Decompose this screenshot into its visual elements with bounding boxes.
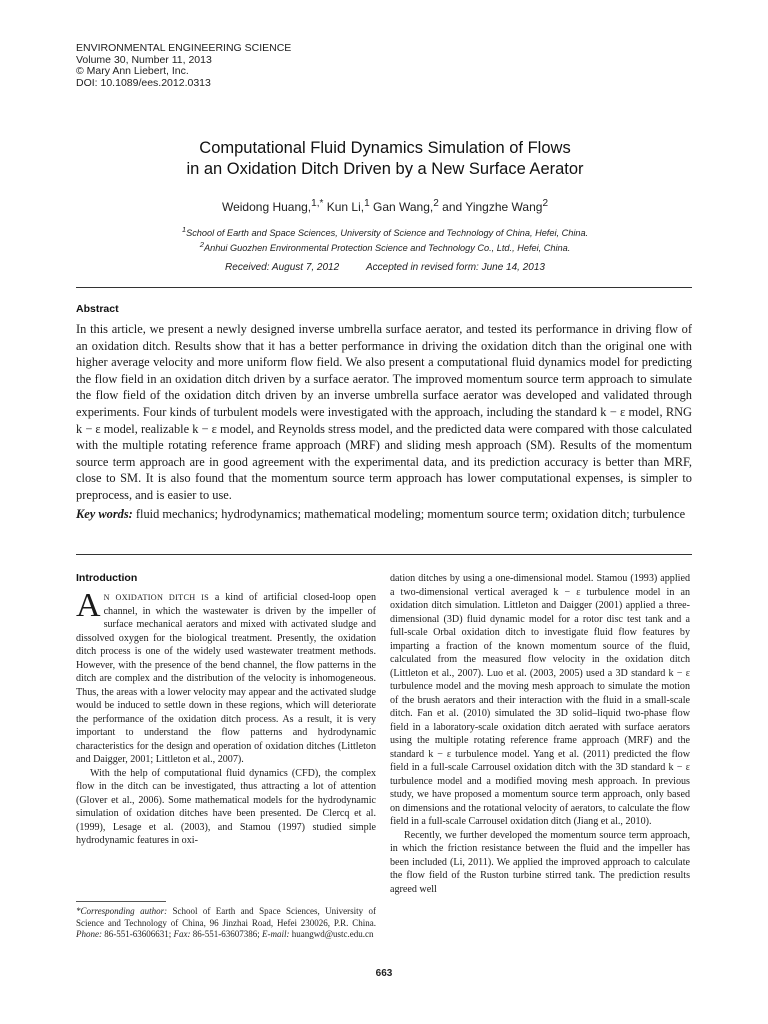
abstract-heading: Abstract xyxy=(76,303,119,315)
received-date: Received: August 7, 2012 xyxy=(225,262,340,273)
journal-doi: DOI: 10.1089/ees.2012.0313 xyxy=(76,76,211,89)
left-column xyxy=(76,591,376,881)
journal-volume: Volume 30, Number 11, 2013 xyxy=(76,53,212,66)
intro-paragraph-4: Recently, we further developed the momentum source term approach, in which the friction resistance between the fluid and the impeller has been included (Li, 2011). We applied the improved approach to calculate the flow field of the Ruston turbine stirred tank. The prediction results agreed well xyxy=(390,829,690,895)
author-1: Weidong Huang,$^{1,*}$ xyxy=(221,198,324,214)
right-column xyxy=(390,572,690,952)
page-number: 663 xyxy=(375,968,393,979)
journal-name: ENVIRONMENTAL ENGINEERING SCIENCE xyxy=(76,42,292,54)
author-4: and Yingzhe Wang$^2$ xyxy=(438,198,549,214)
journal-header xyxy=(76,43,291,89)
author-3: Gan Wang,$^2$ xyxy=(369,198,439,214)
accepted-date: Accepted in revised form: June 14, 2013 xyxy=(365,262,545,273)
journal-copyright: © Mary Ann Liebert, Inc. xyxy=(76,65,189,77)
abstract-bottom-rule xyxy=(76,554,692,555)
intro-paragraph-3: dation ditches by using a one-dimensional model. Stamou (1993) applied a two-dimensional vertical averaged k − ε turbulence model in an oxidation ditch simulation. Littleton and Daigger (2001) applied a three-dimensional (3D) fluid dynamic model for a rotor disc test tank and a full-scale Orbal oxidation ditch to investigate fluid flow features by imparting a fraction of the known momentum source of the fluid, calculated from the measured flow velocity in the oxidation ditch (Littleton et al., 2007). Luo et al. (2003, 2005) used a 3D standard k − ε turbulence model and the moving mesh approach to simulate the motion of the brush aerators and their interaction with the fluid in a small-scale ditch. Fan et al. (2010) simulated the 3D solid–liquid two-phase flow field in a laboratory-scale oxidation ditch aerated with surface aerators using the multiple rotating reference frame approach (MRF) and the standard k − ε turbulence model. Yang et al. (2011) predicted the flow field in a full-scale Carrousel oxidation ditch with the 3D standard k − ε turbulence model and a modified moving mesh approach. In previous study, we have proposed a momentum source term approach, only based on dimensions and the rotational velocity of aerators, to calculate the flow field in a full-scale Carrousel oxidation ditch (Jiang et al., 2010). xyxy=(390,573,690,827)
article-dates xyxy=(60,262,710,273)
keywords xyxy=(76,506,692,523)
affiliations xyxy=(60,224,710,254)
intro-paragraph-1: A N OXIDATION DITCH IS a kind of artificial closed-loop open channel, in which the wastewater is driven by the impeller of surface mechanical aerators and mixed with activated sludge and dissolved oxygen for the biological treatment. Presently, the oxidation ditch process is one of the widely used wastewater treatment methods. However, with the presence of the bend channel, the flow patterns in the ditch are complex and the distribution of the velocity is inhomogeneous. Thus, the areas with a lower velocity may appear and the activated sludge would be induced to settle down in these regions, which will deteriorate the performance of the oxidation ditch process. As a result, it is very important to understand the flow patterns and hydrodynamic characteristics for the design and operation of oxidation ditches (Littleton and Daigger, 2001; Littleton et al., 2007). xyxy=(76,591,376,765)
corresponding-author-footnote: *Corresponding author: School of Earth and Space Sciences, University of Science and Technology of China, 96 Jinzhai Road, Hefei 230026, P.R. China. Phone: 86-551-63606631; Fax: 86-551-63607386; E-mail: huangwd@ustc.edu.cn xyxy=(76,906,377,940)
intro-smallcaps: N OXIDATION DITCH IS xyxy=(103,593,209,602)
keywords-text: fluid mechanics; hydrodynamics; mathematical modeling; momentum source term; oxidation ditch; turbulence xyxy=(132,507,686,521)
paper-title xyxy=(60,138,710,180)
footnote-rule xyxy=(76,901,166,902)
author-list xyxy=(60,198,710,214)
title-line-2: in an Oxidation Ditch Driven by a New Surface Aerator xyxy=(186,160,584,178)
drop-cap: A xyxy=(76,591,101,624)
affiliation-1: $^1$School of Earth and Space Sciences, University of Science and Technology of China, Hefei, China. xyxy=(181,225,589,239)
keywords-label: Key words: xyxy=(76,507,133,521)
introduction-heading: Introduction xyxy=(76,572,138,584)
abstract-body: In this article, we present a newly designed inverse umbrella surface aerator, and tested its performance in driving flow of an oxidation ditch. Results show that it has a better performance in driving the oxidation ditch than the original one with higher average velocity and more uniform flow field. We also present a computational fluid dynamics model for predicting the flow field in an oxidation ditch driven by a surface aerator. The improved momentum source term approach to simulate the flow field of the oxidation ditch driven by an inverse umbrella surface aerator was developed and validated through experiments. Four kinds of turbulent models were investigated with the approach, including the standard k − ε model, RNG k − ε model, realizable k − ε model, and Reynolds stress model, and the predicted data were compared with those calculated with the multiple rotating reference frame approach (MRF) and sliding mesh approach (SM). Results of the momentum source term approach are in good agreement with the experimental data, and its prediction accuracy is better than MRF, close to SM. It is also found that the momentum source term approach has lower computational expenses, is simpler to preprocess, and is easier to use. xyxy=(76,322,692,502)
affiliation-2: $^2$Anhui Guozhen Environmental Protection Science and Technology Co., Ltd., Hefei, China. xyxy=(199,240,571,254)
author-2: Kun Li,$^1$ xyxy=(323,198,370,214)
intro-paragraph-2: With the help of computational fluid dynamics (CFD), the complex flow in the ditch can be investigated, thus attracting a lot of attention (Glover et al., 2006). Some mathematical models for the hydrodynamic simulation of oxidation ditches have been presented. De Clercq et al. (1999), Lesage et al. (2003), and Stamou (1997) studied simple hydrodynamic features in oxi- xyxy=(76,767,376,846)
title-line-1: Computational Fluid Dynamics Simulation of Flows xyxy=(199,139,571,157)
abstract-top-rule xyxy=(76,287,692,288)
